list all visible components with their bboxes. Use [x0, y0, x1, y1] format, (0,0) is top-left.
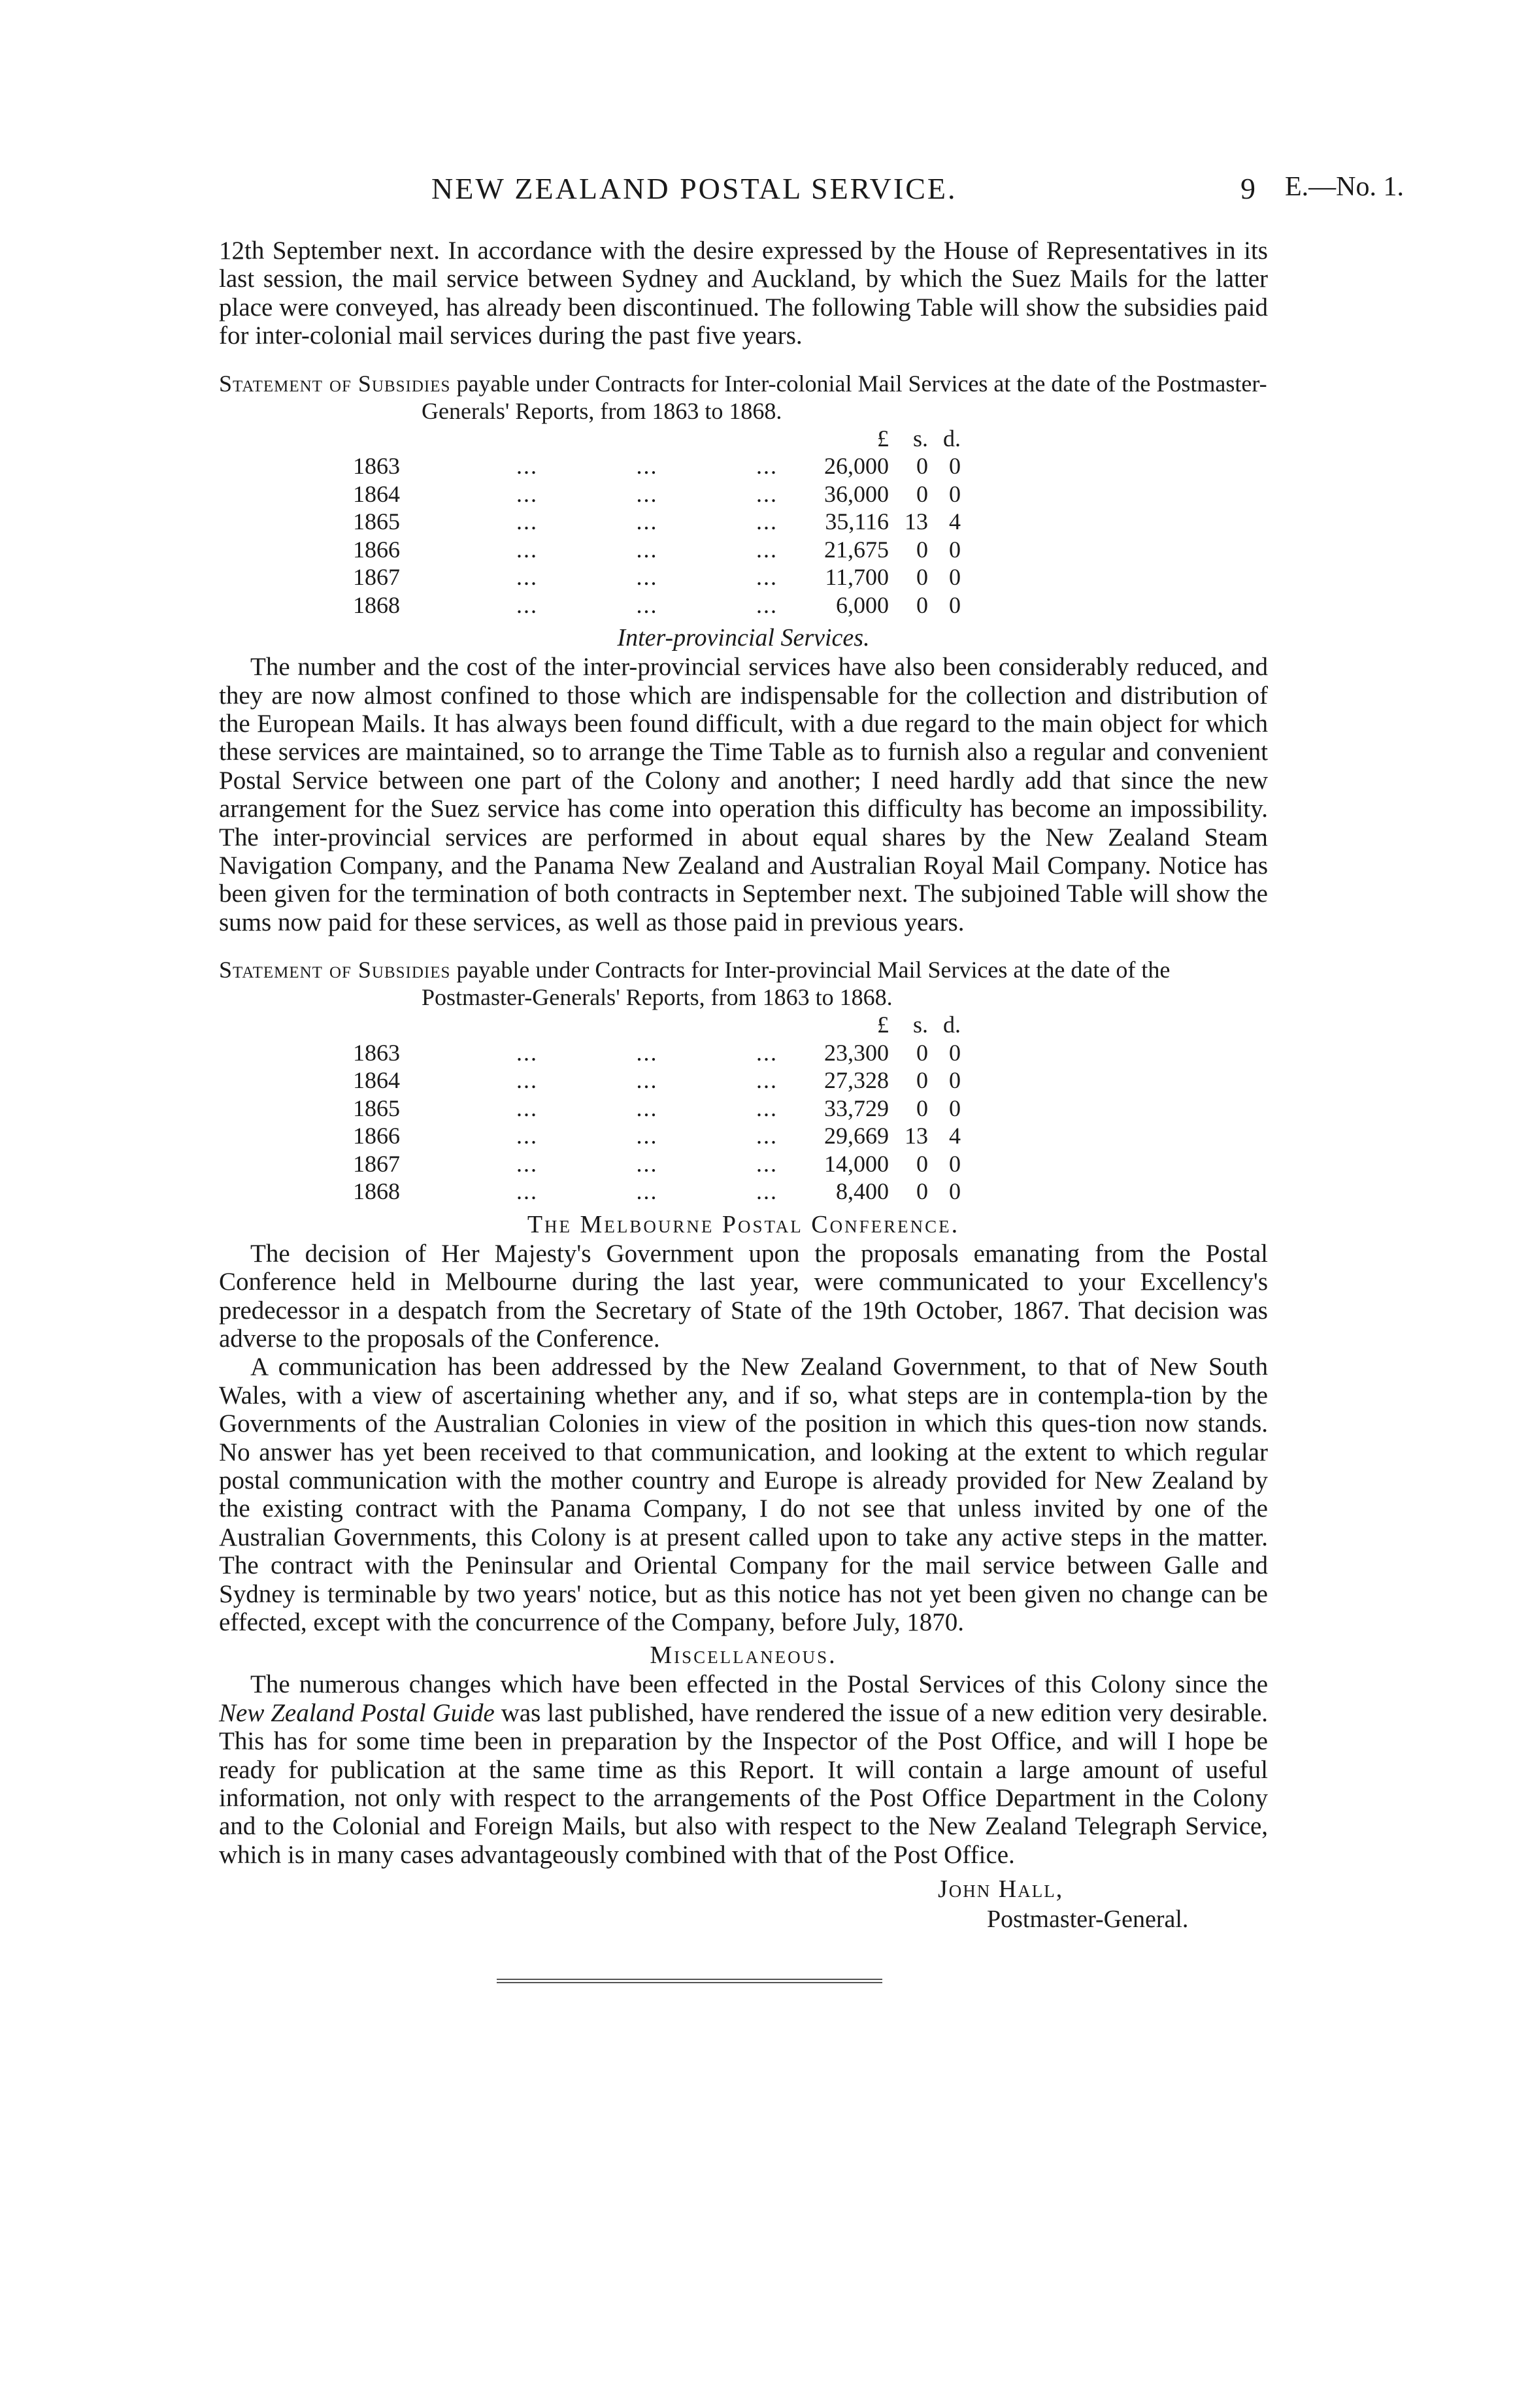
melbourne-paragraph-2: A communication has been addressed by the New Zealand Government, to that of New South Wales, with a view of ascertaining whether any, and if so, what steps are in contempla-tion by the Governments of the Australian Colonies in view of the position in which this ques-tion now stands. No answer has yet been received to that communication, and looking at the extent to which regular postal communication with the mother country and Europe is already provided for New Zealand by the existing contract with the Panama Company, I do not see that unless invited by one of the Australian Governments, this Colony is at present called upon to take any active steps in the matter. The contract with the Peninsular and Oriental Company for the mail service between Galle and Sydney is terminable by two years' notice, but as this notice has not yet been given no change can be effected, except with the concurrence of the Company, before July, 1870. [219, 1353, 1268, 1636]
table1-title [219, 370, 1268, 425]
misc-text-before: The numerous changes which have been effected in the Postal Services of this Colony since the [250, 1670, 1268, 1699]
leader-dots [516, 1150, 791, 1178]
table-row [353, 1122, 961, 1150]
pounds-cell: 35,116 [825, 508, 889, 535]
signatory-title: Postmaster-General. [987, 1905, 1189, 1934]
pence-unit: d. [943, 425, 961, 452]
shillings-cell: 0 [916, 591, 928, 618]
leader-dot: ... [636, 1067, 658, 1094]
leader-dots [516, 1095, 791, 1123]
interprovincial-paragraph: The number and the cost of the inter-provincial services have also been considerably reduced, and they are now almost confined to those which are indispensable for the collection and distribution of the European Mails. It has always been found difficult, with a due regard to the main object for which these services are maintained, so to arrange the Time Table as to furnish also a regular and convenient Postal Service between one part of the Colony and another; I need hardly add that since the new arrangement for the Suez service has come into operation this difficulty has become an impossibility. The inter-provincial services are performed in about equal shares by the New Zealand Steam Navigation Company, and the Panama New Zealand and Australian Royal Mail Company. Notice has been given for the termination of both contracts in September next. The subjoined Table will show the sums now paid for these services, as well as those paid in previous years. [219, 653, 1268, 936]
leader-dot: ... [756, 1039, 778, 1066]
leader-dot: ... [516, 1039, 538, 1066]
leader-dots [516, 1178, 791, 1206]
pence-cell: 0 [949, 480, 961, 507]
table-row [353, 536, 961, 564]
shillings-cell: 0 [916, 1067, 928, 1094]
table2-title-rest: payable under Contracts for Inter-provincial Mail Services at the date of the Postmaster-Generals' Reports, from 1863 to 1868. [422, 957, 1171, 1011]
leader-dot: ... [636, 508, 658, 535]
leader-dot: ... [756, 1095, 778, 1121]
leader-dot: ... [516, 591, 538, 618]
series-reference: E.—No. 1. [1285, 172, 1404, 202]
pence-cell: 0 [949, 1067, 961, 1094]
table1-title-rest: payable under Contracts for Inter-colonial Mail Services at the date of the Postmaster-Generals' Reports, from 1863 to 1868. [422, 370, 1267, 424]
leader-dot: ... [756, 536, 778, 563]
page-number: 9 [1240, 172, 1255, 205]
pence-cell: 0 [949, 564, 961, 591]
closing-rule [497, 1979, 882, 1983]
leader-dot: ... [756, 1178, 778, 1205]
leader-dot: ... [636, 564, 658, 591]
pence-cell: 0 [949, 1095, 961, 1121]
shillings-cell: 0 [916, 480, 928, 507]
leader-dots [516, 1122, 791, 1150]
leader-dot: ... [636, 480, 658, 507]
leader-dot: ... [516, 1178, 538, 1205]
misc-text-after: was last published, have rendered the issue of a new edition very desirable. This has for some time been in preparation by the Inspector of the Post Office, and will I hope be ready for publication at the same time as this Report. It will contain a large amount of useful information, not only with respect to the arrangements of the Post Office Department in the Colony and to the Colonial and Foreign Mails, but also with respect to the New Zealand Telegraph Service, which is in many cases advantageously combined with that of the Post Office. [219, 1698, 1269, 1869]
running-title: NEW ZEALAND POSTAL SERVICE. [431, 172, 957, 205]
year-cell: 1863 [353, 453, 400, 480]
table-row [353, 1066, 961, 1095]
page-header [0, 171, 1513, 217]
shillings-cell: 13 [905, 508, 928, 535]
year-cell: 1867 [353, 564, 400, 591]
shillings-cell: 0 [916, 1150, 928, 1177]
leader-dot: ... [516, 536, 538, 563]
melbourne-paragraph-1: The decision of Her Majesty's Government upon the proposals emanating from the Postal Conference held in Melbourne during the last year, were communicated to your Excellency's predecessor in a despatch from the Secretary of State of the 19th October, 1867. That decision was adverse to the proposals of the Conference. [219, 1239, 1268, 1353]
leader-dot: ... [516, 1095, 538, 1121]
table-row [353, 480, 961, 508]
leader-dots [516, 1039, 791, 1067]
pounds-cell: 29,669 [824, 1123, 889, 1149]
year-cell: 1865 [353, 1095, 400, 1121]
table-row [353, 508, 961, 536]
leader-dot: ... [636, 1123, 658, 1149]
leader-dots [516, 563, 791, 591]
pence-cell: 0 [949, 591, 961, 618]
shillings-cell: 0 [916, 1039, 928, 1066]
leader-dot: ... [756, 1150, 778, 1177]
leader-dot: ... [516, 1123, 538, 1149]
pounds-cell: 27,328 [824, 1067, 889, 1094]
pounds-cell: 14,000 [824, 1150, 889, 1177]
pence-cell: 0 [949, 1178, 961, 1205]
leader-dot: ... [756, 1123, 778, 1149]
table-row [353, 1095, 961, 1123]
shillings-cell: 0 [916, 1178, 928, 1205]
year-cell: 1864 [353, 1067, 400, 1094]
table-row [353, 563, 961, 591]
leader-dot: ... [636, 536, 658, 563]
pounds-cell: 11,700 [825, 564, 889, 591]
leader-dot: ... [516, 508, 538, 535]
intercolonial-subsidies-table [353, 425, 961, 619]
pounds-cell: 23,300 [824, 1039, 889, 1066]
leader-dot: ... [756, 591, 778, 618]
pence-unit: d. [943, 1012, 961, 1038]
year-cell: 1864 [353, 480, 400, 507]
shillings-cell: 0 [916, 564, 928, 591]
leader-dots [516, 480, 791, 508]
pounds-unit: £ [877, 425, 889, 452]
pounds-cell: 26,000 [824, 453, 889, 480]
signatory-name: John Hall, [938, 1875, 1064, 1904]
year-cell: 1867 [353, 1150, 400, 1177]
pence-cell: 0 [949, 1039, 961, 1066]
signature-block [219, 1874, 1268, 1934]
leader-dots [516, 536, 791, 564]
leader-dot: ... [516, 564, 538, 591]
leader-dot: ... [636, 453, 658, 480]
shillings-cell: 13 [905, 1123, 928, 1149]
leader-dots [516, 508, 791, 536]
leader-dot: ... [756, 508, 778, 535]
leader-dots [516, 452, 791, 480]
pence-cell: 0 [949, 536, 961, 563]
leader-dots [516, 1066, 791, 1095]
leader-dot: ... [516, 453, 538, 480]
pounds-cell: 33,729 [824, 1095, 889, 1121]
pence-cell: 4 [949, 1123, 961, 1149]
postal-guide-title: New Zealand Postal Guide [219, 1698, 495, 1727]
leader-dot: ... [756, 564, 778, 591]
interprovincial-subsidies-table [353, 1011, 961, 1206]
leader-dot: ... [636, 1095, 658, 1121]
leader-dot: ... [516, 1067, 538, 1094]
pounds-unit: £ [877, 1012, 889, 1038]
melbourne-conference-heading: The Melbourne Postal Conference. [527, 1210, 960, 1238]
pounds-cell: 6,000 [836, 591, 889, 618]
pounds-cell: 8,400 [836, 1178, 889, 1205]
shillings-unit: s. [912, 1012, 928, 1038]
leader-dot: ... [636, 591, 658, 618]
year-cell: 1866 [353, 536, 400, 563]
leader-dot: ... [756, 453, 778, 480]
leader-dot: ... [636, 1150, 658, 1177]
pence-cell: 0 [949, 453, 961, 480]
leader-dot: ... [636, 1039, 658, 1066]
table1-title-caps: Statement of Subsidies [219, 370, 451, 397]
shillings-cell: 0 [916, 453, 928, 480]
year-cell: 1868 [353, 591, 400, 618]
table-row [353, 1178, 961, 1206]
pence-cell: 0 [949, 1150, 961, 1177]
interprovincial-heading: Inter-provincial Services. [617, 624, 870, 652]
body-text [219, 237, 1268, 1934]
table-row [353, 1150, 961, 1178]
table2-title-caps: Statement of Subsidies [219, 957, 451, 983]
leader-dot: ... [516, 480, 538, 507]
leader-dots [516, 591, 791, 619]
pounds-cell: 36,000 [824, 480, 889, 507]
leader-dot: ... [516, 1150, 538, 1177]
pounds-cell: 21,675 [824, 536, 889, 563]
miscellaneous-paragraph [219, 1670, 1268, 1869]
miscellaneous-heading: Miscellaneous. [650, 1641, 837, 1670]
table-units-row [353, 425, 961, 453]
leader-dot: ... [756, 480, 778, 507]
table2-title [219, 956, 1268, 1011]
year-cell: 1865 [353, 508, 400, 535]
shillings-unit: s. [912, 425, 928, 452]
shillings-cell: 0 [916, 536, 928, 563]
intro-paragraph: 12th September next. In accordance with the desire expressed by the House of Representatives in its last session, the mail service between Sydney and Auckland, by which the Suez Mails for the latter place were conveyed, has already been discontinued. The following Table will show the subsidies paid for inter-colonial mail services during the past five years. [219, 237, 1268, 350]
leader-dot: ... [636, 1178, 658, 1205]
pence-cell: 4 [949, 508, 961, 535]
table-row [353, 591, 961, 619]
shillings-cell: 0 [916, 1095, 928, 1121]
table-units-row [353, 1011, 961, 1039]
leader-dot: ... [756, 1067, 778, 1094]
table-row [353, 452, 961, 480]
year-cell: 1868 [353, 1178, 400, 1205]
table-row [353, 1039, 961, 1067]
year-cell: 1863 [353, 1039, 400, 1066]
year-cell: 1866 [353, 1123, 400, 1149]
